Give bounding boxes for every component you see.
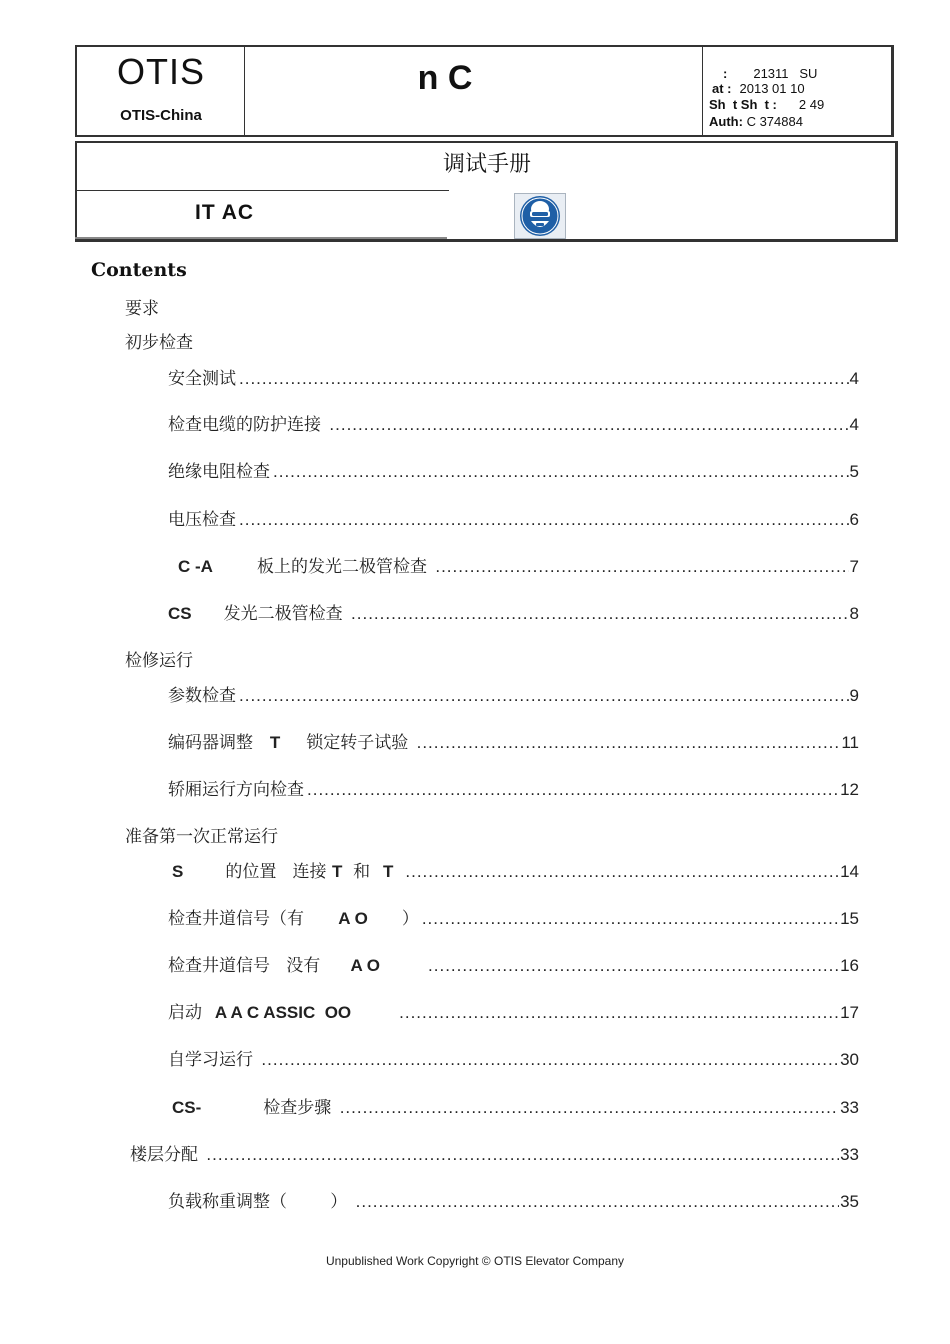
toc-entry-safety-test[interactable]: 安全测试 ..... 4 [168, 364, 859, 388]
toc-entry-start[interactable]: 启动 A A C ASSIC OO ..... 17 [168, 998, 859, 1022]
logo-cell [77, 47, 245, 135]
copyright-footer: Unpublished Work Copyright © OTIS Elevator Company [325, 1254, 625, 1268]
otis-logo-text: OTIS [116, 51, 205, 92]
doc-number-line: : 21311 SU [723, 66, 818, 81]
header-bottom-border [75, 239, 898, 242]
divider [77, 190, 449, 191]
subject-label: IT AC [195, 201, 255, 224]
author-line: Auth: C 374884 [709, 114, 803, 129]
header-subtitle-block [75, 141, 898, 241]
toc-entry-floor-assignment[interactable]: 楼层分配 ..... 33 [130, 1140, 859, 1164]
toc-entry-hoistway-signal-without[interactable]: 检查井道信号 没有 A O ..... 16 [168, 951, 859, 975]
toc-entry-load-weighing[interactable]: 负载称重调整（ ） ..... 35 [168, 1187, 859, 1211]
toc-entry-encoder-adjustment[interactable]: 编码器调整 T 锁定转子试验 ..... 11 [168, 728, 859, 752]
toc-entry-parameter-check[interactable]: 参数检查 ..... 9 [168, 681, 859, 705]
doc-title: n C [417, 59, 473, 97]
header-table [75, 45, 894, 137]
toc-entry-cs-led-check[interactable]: CS 发光二极管检查 ..... 8 [168, 599, 859, 623]
toc-entry-cable-protection[interactable]: 检查电缆的防护连接 ..... 4 [168, 410, 859, 434]
header-bottom-border-left [75, 237, 447, 239]
toc-entry-car-direction-check[interactable]: 轿厢运行方向检查 ..... 12 [168, 775, 859, 799]
sheet-line: Sh t Sh t : 2 49 [709, 97, 825, 112]
toc-entry-learn-run[interactable]: 自学习运行 ..... 30 [168, 1045, 859, 1069]
toc-entry-board-led-check[interactable]: C -A 板上的发光二极管检查 ..... 7 [178, 552, 859, 576]
section-preliminary-check: 初步检查 [125, 333, 193, 353]
section-requirements: 要求 [125, 299, 159, 319]
contents-heading: Contents [91, 259, 187, 281]
date-line: at : 2013 01 10 [712, 81, 805, 96]
manual-title: 调试手册 [442, 152, 531, 177]
safety-mask-icon [514, 193, 566, 239]
toc-entry-hoistway-signal-with[interactable]: 检查井道信号（有 A O ） ..... 15 [168, 904, 859, 928]
toc-entry-s-position-connection[interactable]: S 的位置 连接 T 和 T ..... 14 [172, 857, 859, 881]
toc-entry-voltage-check[interactable]: 电压检查 ..... 6 [168, 505, 859, 529]
otis-china-text: OTIS-China [120, 107, 202, 124]
section-first-normal-run: 准备第一次正常运行 [125, 827, 278, 847]
toc-entry-cs-check-steps[interactable]: CS- 检查步骤 ..... 33 [172, 1093, 859, 1117]
doc-info-cell [703, 47, 893, 135]
toc-entry-insulation-check[interactable]: 绝缘电阻检查 ..... 5 [168, 457, 859, 481]
section-inspection-run: 检修运行 [125, 651, 193, 671]
title-cell [245, 47, 703, 135]
